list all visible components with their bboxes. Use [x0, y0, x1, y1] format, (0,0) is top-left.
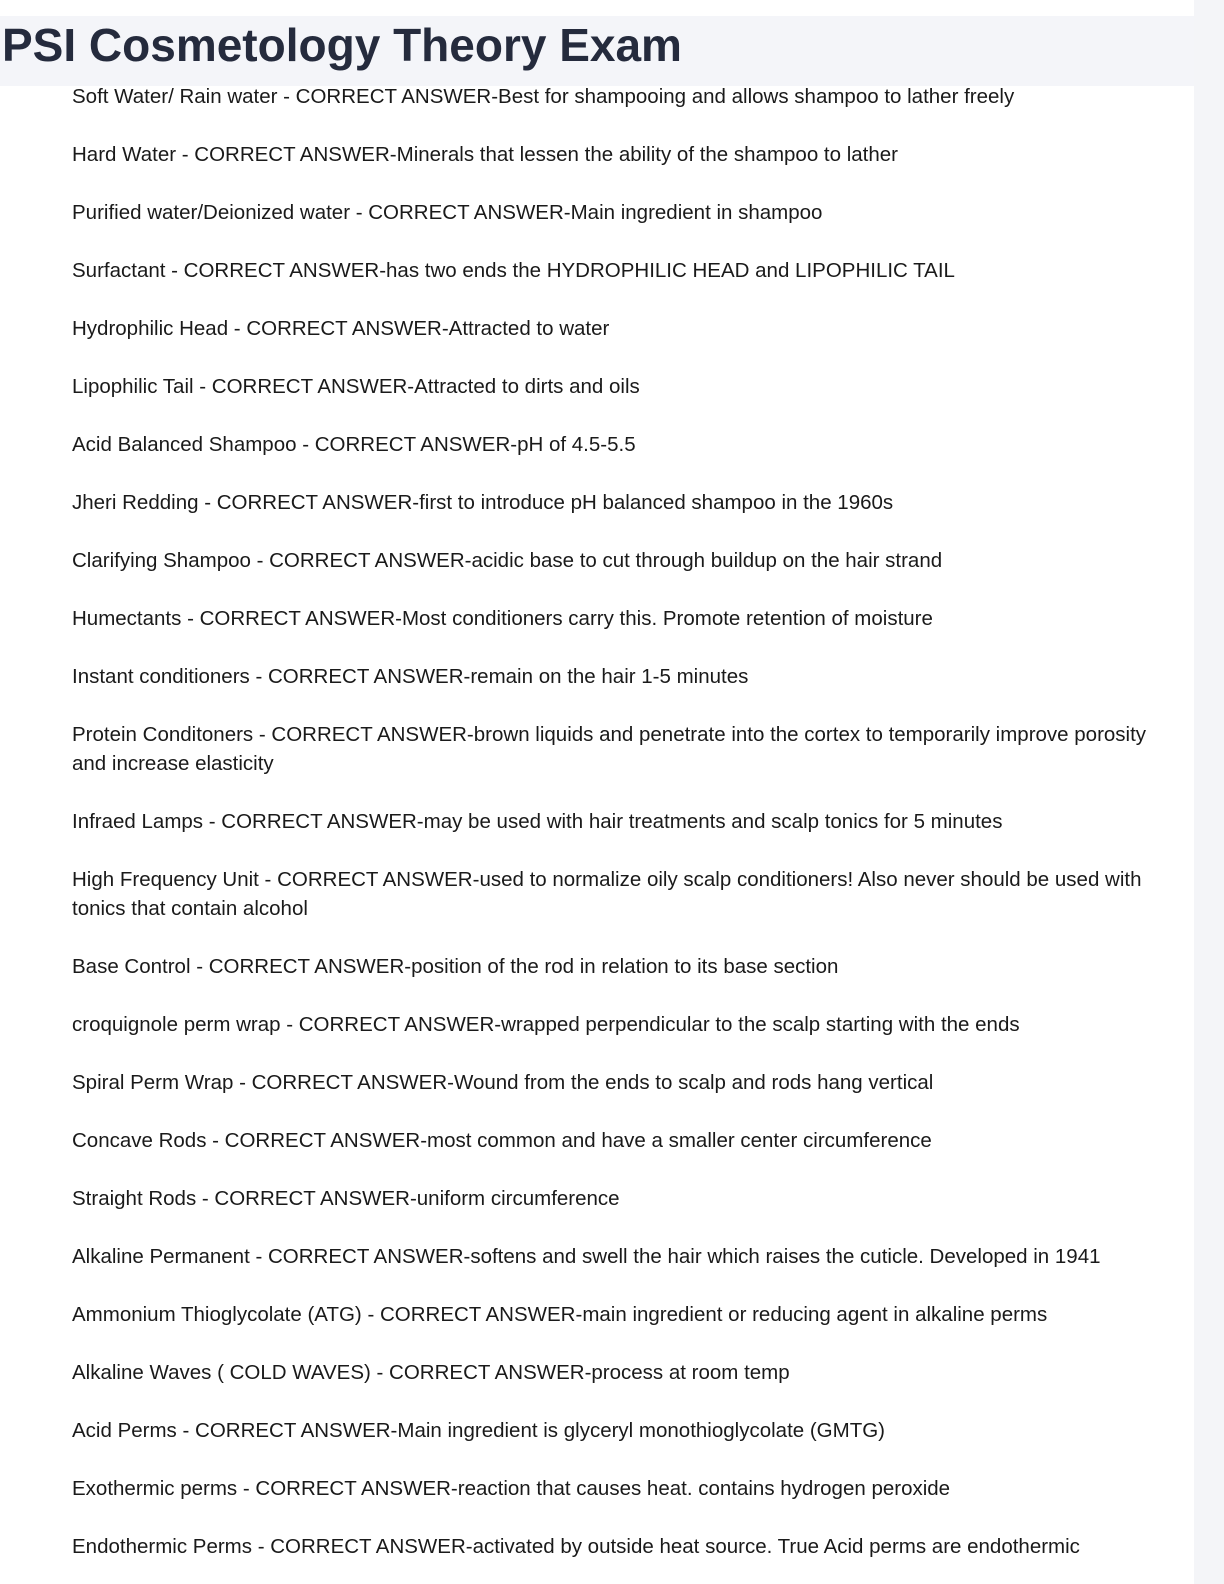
page-title: PSI Cosmetology Theory Exam	[2, 19, 682, 71]
list-item: Ammonium Thioglycolate (ATG) - CORRECT ANSWER-main ingredient or reducing agent in alkaline perms	[72, 1303, 1048, 1326]
list-item: Humectants - CORRECT ANSWER-Most conditioners carry this. Promote retention of moisture	[72, 607, 933, 630]
list-item: High Frequency Unit - CORRECT ANSWER-used to normalize oily scalp conditioners! Also never should be used with tonics that contain alcohol	[72, 868, 1142, 920]
list-item: Base Control - CORRECT ANSWER-position of the rod in relation to its base section	[72, 955, 839, 978]
list-item: Soft Water/ Rain water - CORRECT ANSWER-Best for shampooing and allows shampoo to lather freely	[72, 85, 1015, 108]
title-bar	[0, 16, 1194, 86]
flashcard-list	[72, 82, 1182, 1584]
list-item: Acid Balanced Shampoo - CORRECT ANSWER-pH of 4.5-5.5	[72, 433, 636, 456]
page-side-margin	[1194, 0, 1224, 1584]
list-item: Protein Conditoners - CORRECT ANSWER-brown liquids and penetrate into the cortex to temporarily improve porosity and increase elasticity	[72, 723, 1147, 775]
list-item: Acid Perms - CORRECT ANSWER-Main ingredient is glyceryl monothioglycolate (GMTG)	[72, 1419, 886, 1442]
list-item: Lipophilic Tail - CORRECT ANSWER-Attracted to dirts and oils	[72, 375, 640, 398]
list-item: Hard Water - CORRECT ANSWER-Minerals that lessen the ability of the shampoo to lather	[72, 143, 899, 166]
list-item: Spiral Perm Wrap - CORRECT ANSWER-Wound from the ends to scalp and rods hang vertical	[72, 1071, 934, 1094]
list-item: Hydrophilic Head - CORRECT ANSWER-Attracted to water	[72, 317, 610, 340]
list-item: Endothermic Perms - CORRECT ANSWER-activated by outside heat source. True Acid perms are endothermic	[72, 1535, 1080, 1558]
list-item: Jheri Redding - CORRECT ANSWER-first to introduce pH balanced shampoo in the 1960s	[72, 491, 894, 514]
list-item: Surfactant - CORRECT ANSWER-has two ends the HYDROPHILIC HEAD and LIPOPHILIC TAIL	[72, 259, 955, 282]
list-item: Purified water/Deionized water - CORRECT ANSWER-Main ingredient in shampoo	[72, 201, 823, 224]
list-item: Alkaline Permanent - CORRECT ANSWER-softens and swell the hair which raises the cuticle. Developed in 1941	[72, 1245, 1101, 1268]
list-item: Straight Rods - CORRECT ANSWER-uniform circumference	[72, 1187, 620, 1210]
list-item: Infraed Lamps - CORRECT ANSWER-may be used with hair treatments and scalp tonics for 5 minutes	[72, 810, 1003, 833]
list-item: Concave Rods - CORRECT ANSWER-most common and have a smaller center circumference	[72, 1129, 932, 1152]
list-item: Exothermic perms - CORRECT ANSWER-reaction that causes heat. contains hydrogen peroxide	[72, 1477, 951, 1500]
list-item: Clarifying Shampoo - CORRECT ANSWER-acidic base to cut through buildup on the hair strand	[72, 549, 943, 572]
list-item: Instant conditioners - CORRECT ANSWER-remain on the hair 1-5 minutes	[72, 665, 749, 688]
list-item: croquignole perm wrap - CORRECT ANSWER-wrapped perpendicular to the scalp starting with the ends	[72, 1013, 1020, 1036]
list-item: Alkaline Waves ( COLD WAVES) - CORRECT ANSWER-process at room temp	[72, 1361, 790, 1384]
